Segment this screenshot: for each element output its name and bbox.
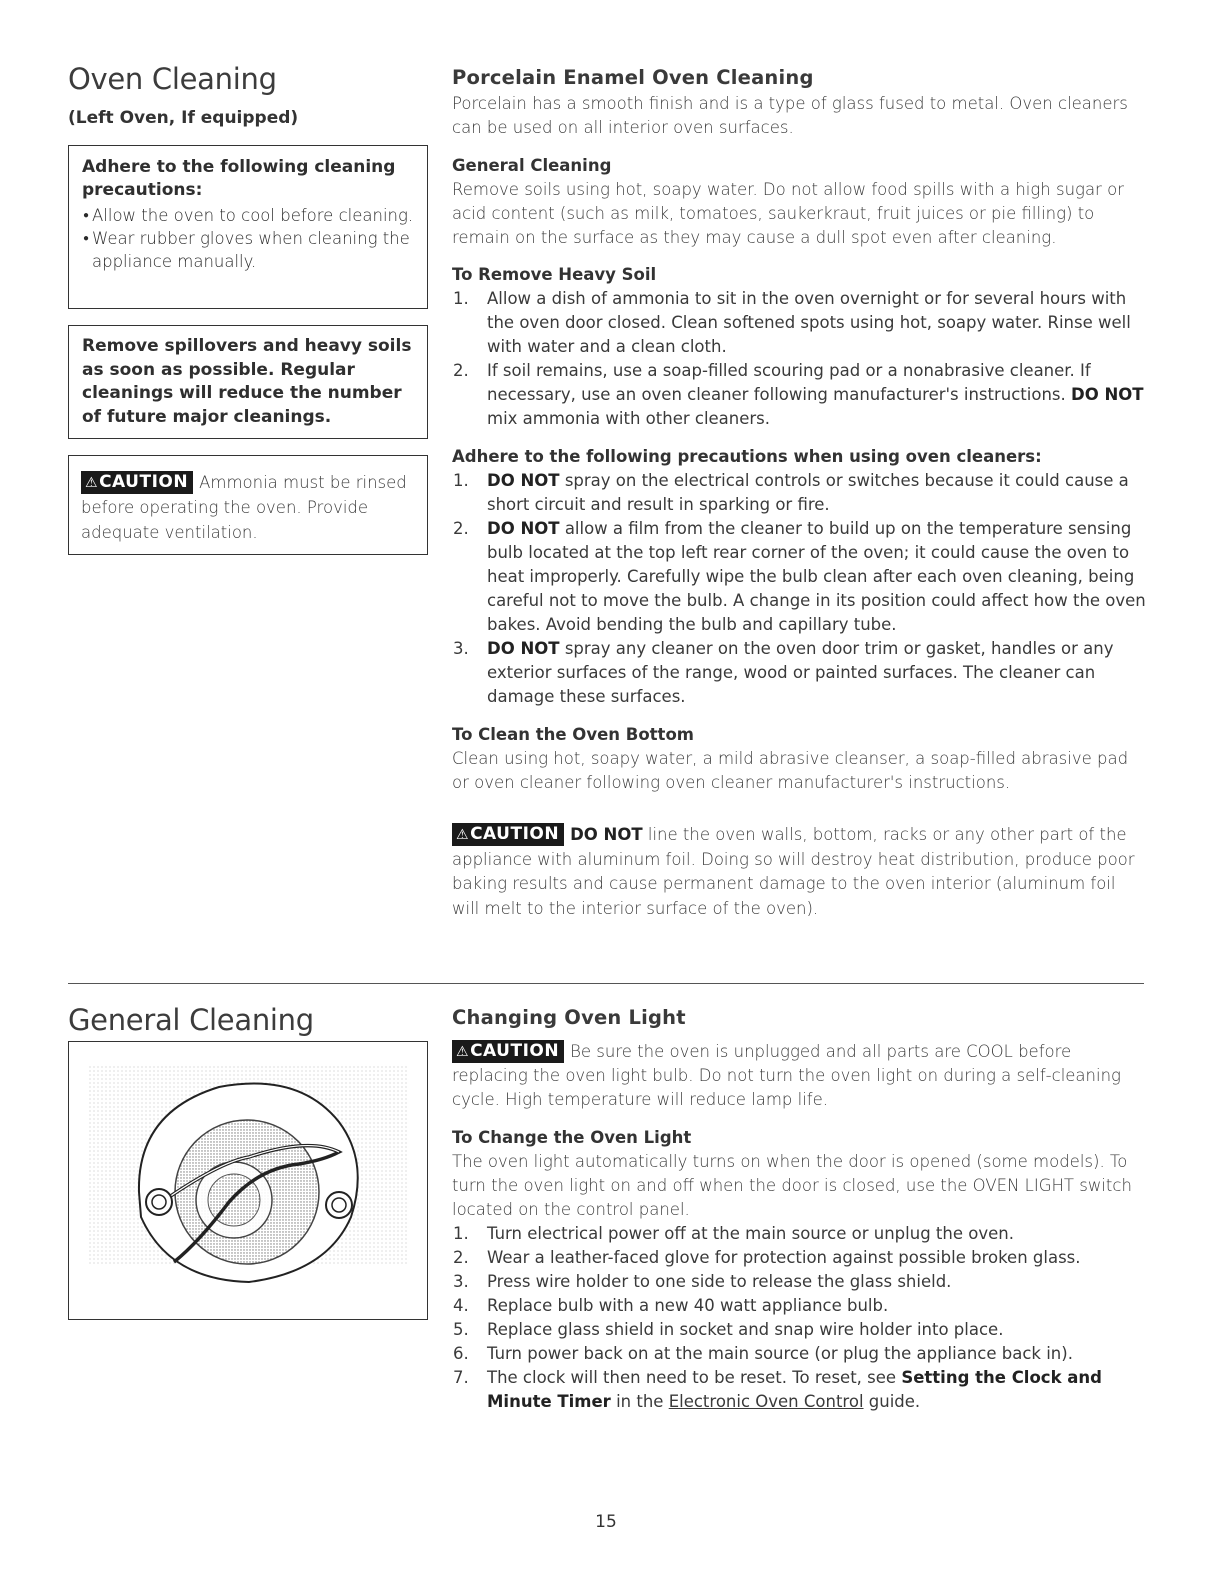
list-item: 3. DO NOT spray any cleaner on the oven door trim or gasket, handles or any exterior surfaces of the range, wood or painted surfaces. The cleaner can damage these surfaces. [453, 639, 1114, 706]
section-divider [68, 983, 1144, 984]
caution-badge [81, 471, 193, 494]
caution-badge [452, 1040, 564, 1063]
change-light-heading: To Change the Oven Light [452, 1128, 692, 1147]
oven-cleaning-subtitle: (Left Oven, If equipped) [68, 108, 299, 128]
list-item: 7. The clock will then need to be reset. To reset, see Setting the Clock and Minute Timer in the Electronic Oven Control guide. [453, 1368, 1102, 1411]
warning-icon: ⚠ [85, 475, 99, 491]
precautions-heading: Adhere to the following cleaning precautions: [82, 157, 396, 200]
list-item: ● Wear rubber gloves when cleaning the appliance manually. [69, 227, 415, 273]
porcelain-section [452, 64, 1146, 921]
precautions-box [68, 145, 428, 309]
oven-cleaning-title: Oven Cleaning [68, 62, 277, 96]
oven-bottom-text: Clean using hot, soapy water, a mild abrasive cleanser, a soap-filled abrasive pad or oven cleaner following oven cleaner manufacturer's instructions. [452, 749, 1129, 792]
oven-light-diagram [69, 1042, 426, 1318]
heavy-soil-steps [452, 287, 1146, 431]
list-item: 1. Turn electrical power off at the main source or unplug the oven. [453, 1224, 1014, 1243]
general-cleaning-subheading: General Cleaning [452, 156, 612, 175]
change-light-steps [452, 1222, 1146, 1414]
precautions-list [82, 204, 415, 273]
general-cleaning-text: Remove soils using hot, soapy water. Do not allow food spills with a high sugar or acid content (such as milk, tomatoes, saukerkraut, fruit juices or pie filling) to remain on the surface as they may cause a dull spot even after cleaning. [452, 180, 1124, 247]
list-item: ● Allow the oven to cool before cleaning. [69, 204, 415, 227]
warning-icon: ⚠ [456, 827, 470, 843]
general-cleaning-title: General Cleaning [68, 1003, 314, 1037]
oven-bottom-heading: To Clean the Oven Bottom [452, 725, 694, 744]
caution-label: CAUTION [470, 1041, 560, 1061]
caution-badge [452, 823, 564, 846]
oven-light-heading: Changing Oven Light [452, 1006, 686, 1029]
list-item: 1. Allow a dish of ammonia to sit in the oven overnight or for several hours with the oven door closed. Clean softened spots using hot, soapy water. Rinse well with water and a clean cloth. [453, 289, 1131, 356]
caution-label: CAUTION [470, 824, 560, 844]
caution-label: CAUTION [99, 472, 189, 492]
list-item: 5. Replace glass shield in socket and snap wire holder into place. [453, 1320, 1004, 1339]
list-item: 6. Turn power back on at the main source (or plug the appliance back in). [453, 1344, 1073, 1363]
list-item: 4. Replace bulb with a new 40 watt appliance bulb. [453, 1296, 889, 1315]
list-item: 1. DO NOT spray on the electrical controls or switches because it could cause a short circuit and result in sparking or fire. [453, 471, 1129, 514]
oven-light-illustration [68, 1041, 428, 1320]
list-item: 2. Wear a leather-faced glove for protection against possible broken glass. [453, 1248, 1081, 1267]
list-item: 2. If soil remains, use a soap-filled scouring pad or a nonabrasive cleaner. If necessary, use an oven cleaner following manufacturer's instructions. DO NOT mix ammonia with other cleaners. [453, 361, 1144, 428]
list-item: 3. Press wire holder to one side to release the glass shield. [453, 1272, 952, 1291]
page-number: 15 [595, 1512, 617, 1532]
list-item: 2. DO NOT allow a film from the cleaner to build up on the temperature sensing bulb located at the top left rear corner of the oven; it could cause the oven to heat improperly. Carefully wipe the bulb clean after each oven cleaning, being careful not to move the bulb. A change in its position could affect how the oven bakes. Avoid bending the bulb and capillary tube. [453, 519, 1146, 634]
heavy-soil-heading: To Remove Heavy Soil [452, 265, 657, 284]
change-light-intro: The oven light automatically turns on when the door is opened (some models). To turn the oven light on and off when the door is closed, use the OVEN LIGHT switch located on the control panel. [452, 1152, 1132, 1219]
left-mounting-screw [146, 1189, 172, 1215]
spillover-box [68, 325, 428, 439]
spillover-note: Remove spillovers and heavy soils as soon as possible. Regular cleanings will reduce the number of future major cleanings. [82, 336, 412, 427]
foil-caution: ⚠CAUTION DO NOT line the oven walls, bottom, racks or any other part of the appliance with aluminum foil. Doing so will destroy heat distribution, produce poor baking results and cause permanent damage to the oven interior (aluminum foil will melt to the interior surface of the oven). [452, 824, 1135, 918]
warning-icon: ⚠ [456, 1044, 470, 1060]
porcelain-intro: Porcelain has a smooth finish and is a type of glass fused to metal. Oven cleaners can be used on all interior oven surfaces. [452, 94, 1128, 137]
ammonia-caution-box [68, 455, 428, 555]
ammonia-caution-text: Ammonia must be rinsed before operating the oven. Provide adequate ventilation. [81, 473, 407, 542]
right-mounting-screw [326, 1192, 352, 1218]
oven-cleaner-steps [452, 469, 1146, 709]
porcelain-heading: Porcelain Enamel Oven Cleaning [452, 66, 814, 89]
electronic-oven-control-link[interactable]: Electronic Oven Control [668, 1392, 864, 1411]
oven-cleaners-heading: Adhere to the following precautions when using oven cleaners: [452, 447, 1042, 466]
oven-light-caution: ⚠CAUTION Be sure the oven is unplugged and all parts are COOL before replacing the oven light bulb. Do not turn the oven light on during a self-cleaning cycle. High temperature will reduce lamp life. [452, 1041, 1121, 1109]
oven-light-section [452, 1004, 1146, 1414]
